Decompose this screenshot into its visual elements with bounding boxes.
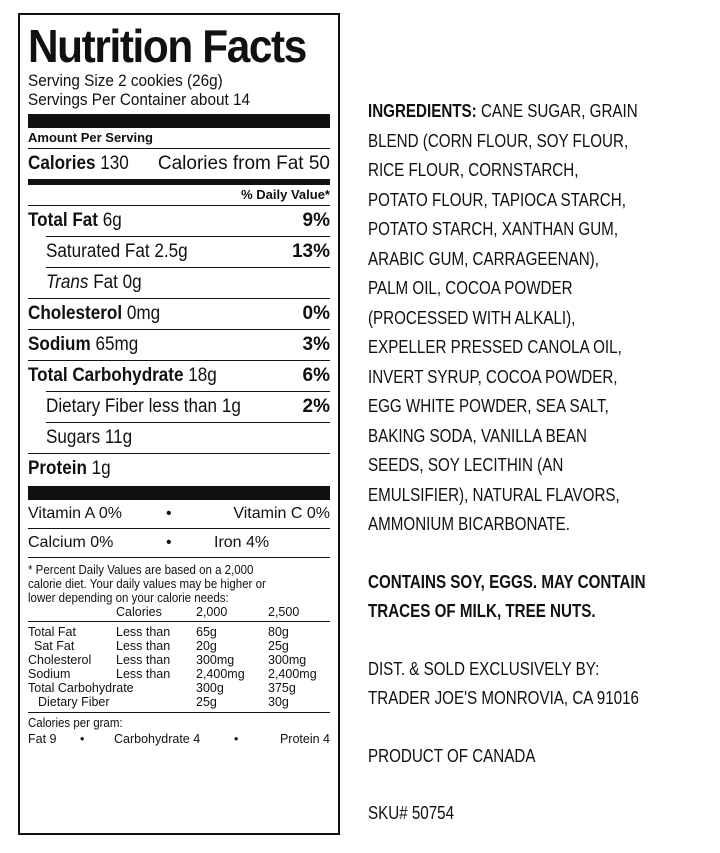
table-row: Dietary Fiber 25g 30g: [38, 695, 289, 709]
table-row: Cholesterol Less than 300mg 300mg: [28, 653, 307, 667]
divider-thick: [28, 486, 330, 500]
nutrition-facts-panel: [18, 13, 340, 835]
table-row: Total Fat Less than 65g 80g: [28, 625, 289, 639]
vitamin-row: Vitamin A 0% • Vitamin C 0%: [28, 505, 330, 522]
vitamin-row: Calcium 0% • Iron 4%: [28, 534, 270, 551]
nutrient-row: Sugars 11g: [46, 427, 133, 448]
nutrient-row: Protein 1g: [28, 458, 111, 479]
calories-label: Calories: [28, 153, 96, 174]
serving-size: Serving Size 2 cookies (26g): [28, 71, 223, 90]
nutrient-row: Total Fat 6g 9%: [28, 210, 330, 231]
table-row: Sodium Less than 2,400mg 2,400mg: [28, 667, 317, 681]
product-origin: PRODUCT OF CANADA: [368, 744, 536, 766]
nutrient-row: Cholesterol 0mg 0%: [28, 303, 330, 324]
sku-number: SKU# 50754: [368, 802, 455, 823]
nutrient-row: Sodium 65mg 3%: [28, 334, 330, 355]
calories-per-gram: Calories per gram:: [28, 716, 123, 730]
panel-title: Nutrition Facts: [28, 20, 306, 72]
daily-value-table: Calories 2,000 2,500: [116, 605, 300, 619]
allergen-statement: CONTAINS SOY, EGGS. MAY CONTAIN: [368, 570, 646, 592]
servings-per-container: Servings Per Container about 14: [28, 90, 250, 109]
cpg-row: Fat 9 • Carbohydrate 4 • Protein 4: [28, 732, 330, 746]
ingredients-panel: INGREDIENTS: CANE SUGAR, GRAIN BLEND (CORN FLOUR, SOY FLOUR, RICE FLOUR, CORNSTARCH, POTATO FLOUR, TAPIOCA STARCH, POTATO STARCH, XANTHAN GUM, ARABIC GUM, CARRAGEENAN), PALM OIL, COCOA POWDER (PROCESSED WITH ALKALI), EXPELLER PRESSED CANOLA OIL, INVERT SYRUP, COCOA POWDER, EGG WHITE POWDER, SEA SALT, BAKING SODA, VANILLA BEAN SEEDS, SOY LECITHIN (AN EMULSIFIER), NATURAL FLAVORS, AMMONIUM BICARBONATE. CONTAINS SOY, EGGS. MAY CONTAIN TRACES OF MILK, TREE NUTS. DIST. & SOLD EXCLUSIVELY BY: TRADER JOE'S MONROVIA, CA 91016 PRODUCT OF CANADA SKU# 50754: [368, 96, 708, 828]
nutrient-row: Dietary Fiber less than 1g 2%: [46, 396, 330, 417]
amount-per-serving: Amount Per Serving: [28, 130, 153, 145]
calories-row: [28, 149, 330, 179]
ingredients-heading: INGREDIENTS:: [368, 100, 477, 121]
calories-from-fat: Calories from Fat 50: [157, 153, 330, 174]
footnote: * Percent Daily Values are based on a 2,000 calorie diet. Your daily values may be higher or lower depending on your calorie needs:: [28, 563, 266, 605]
daily-value-header: % Daily Value*: [241, 187, 330, 202]
calories-value: 130: [100, 153, 129, 174]
nutrient-row: Total Carbohydrate 18g 6%: [28, 365, 330, 386]
nutrient-row: Saturated Fat 2.5g 13%: [46, 241, 330, 262]
table-row: Total Carbohydrate 300g 375g: [28, 681, 296, 695]
divider-thick: [28, 114, 330, 128]
table-row: Sat Fat Less than 20g 25g: [34, 639, 289, 653]
daily-value-table-body: [28, 625, 317, 709]
distributor: DIST. & SOLD EXCLUSIVELY BY:: [368, 657, 600, 679]
nutrient-row: Trans Fat 0g: [46, 272, 142, 293]
